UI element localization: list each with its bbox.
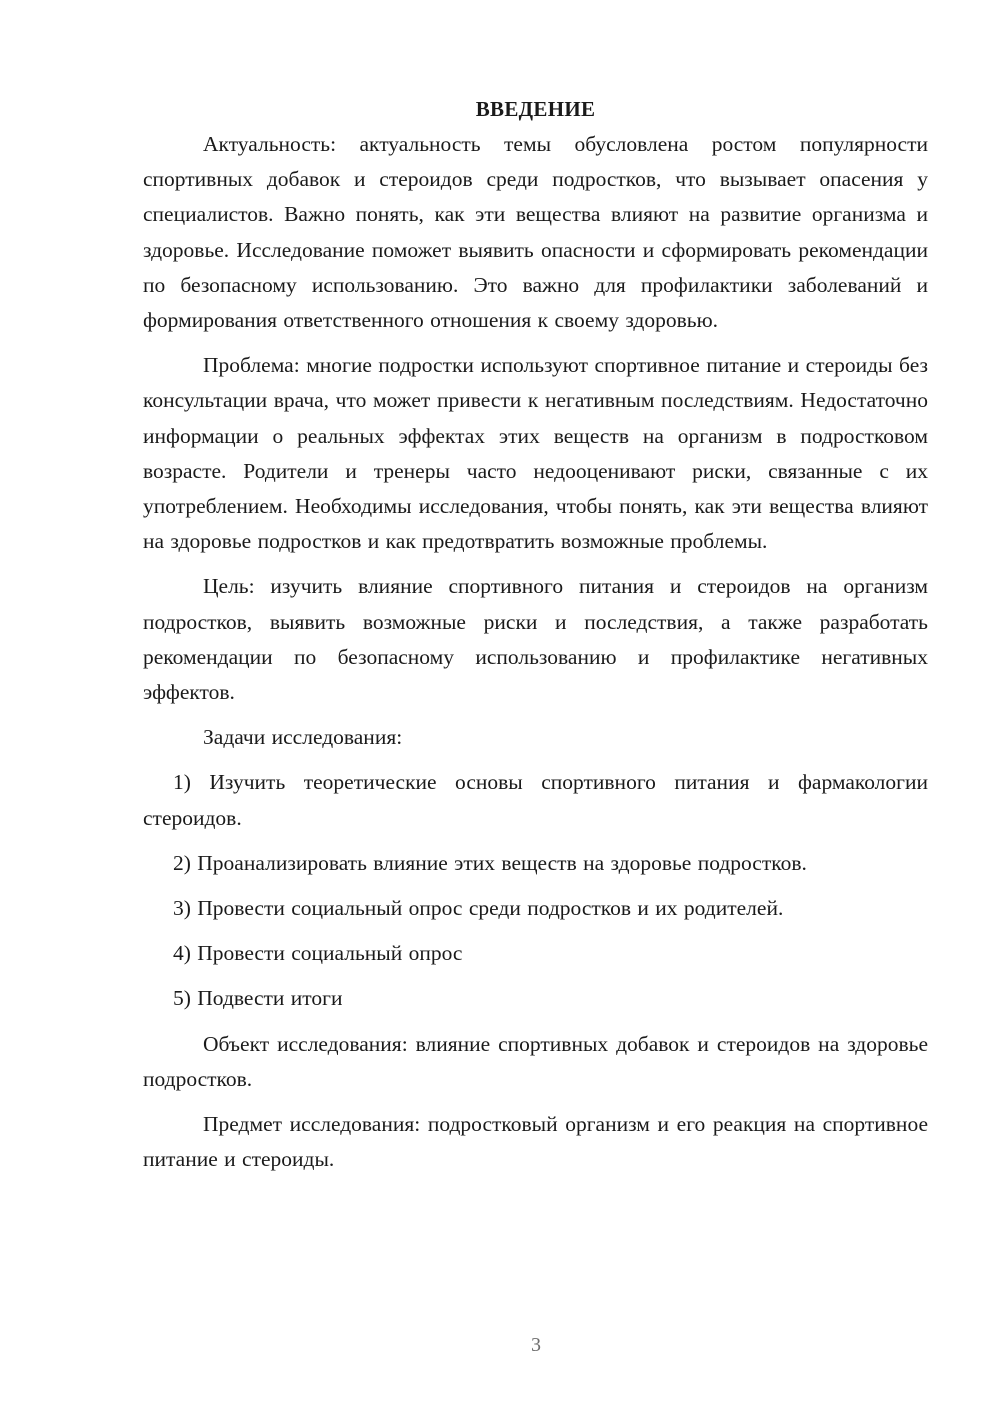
paragraph-problem: Проблема: многие подростки используют спортивное питание и стероиды без консультации врача, что может привести к негативным последствиям. Недостаточно информации о реальных эффектах этих веществ на организм в подростковом возрасте. Родители и тренеры часто недооценивают риски, связанные с их употреблением. Необходимы исследования, чтобы понять, как эти вещества влияют на здоровье подростков и как предотвратить возможные проблемы. — [143, 353, 928, 554]
paragraph-object: Объект исследования: влияние спортивных добавок и стероидов на здоровье подростков. — [143, 1031, 928, 1091]
paragraph-goal: Цель: изучить влияние спортивного питания и стероидов на организм подростков, выявить возможные риски и последствия, а также разработать рекомендации по безопасному использованию и профилактике негативных эффектов. — [143, 574, 928, 705]
task-item: 2) Проанализировать влияние этих веществ на здоровье подростков. — [173, 850, 807, 875]
task-item: 3) Провести социальный опрос среди подростков и их родителей. — [173, 896, 784, 921]
paragraph-subject: Предмет исследования: подростковый организм и его реакция на спортивное питание и стероиды. — [143, 1112, 928, 1172]
tasks-heading: Задачи исследования: — [203, 725, 403, 750]
tasks-list — [143, 765, 928, 1016]
section-heading: ВВЕДЕНИЕ — [475, 97, 596, 121]
page-number: 3 — [531, 1334, 541, 1356]
task-item: 4) Провести социальный опрос — [173, 941, 463, 966]
paragraph-relevance: Актуальность: актуальность темы обусловлена ростом популярности спортивных добавок и стероидов среди подростков, что вызывает опасения у специалистов. Важно понять, как эти вещества влияют на развитие организма и здоровье. Исследование поможет выявить опасности и сформировать рекомендации по безопасному использованию. Это важно для профилактики заболеваний и формирования ответственного отношения к своему здоровью. — [143, 132, 928, 333]
page-content — [143, 92, 928, 1187]
task-item: 1) Изучить теоретические основы спортивного питания и фармакологии стероидов. — [143, 770, 928, 830]
task-item: 5) Подвести итоги — [173, 986, 343, 1011]
